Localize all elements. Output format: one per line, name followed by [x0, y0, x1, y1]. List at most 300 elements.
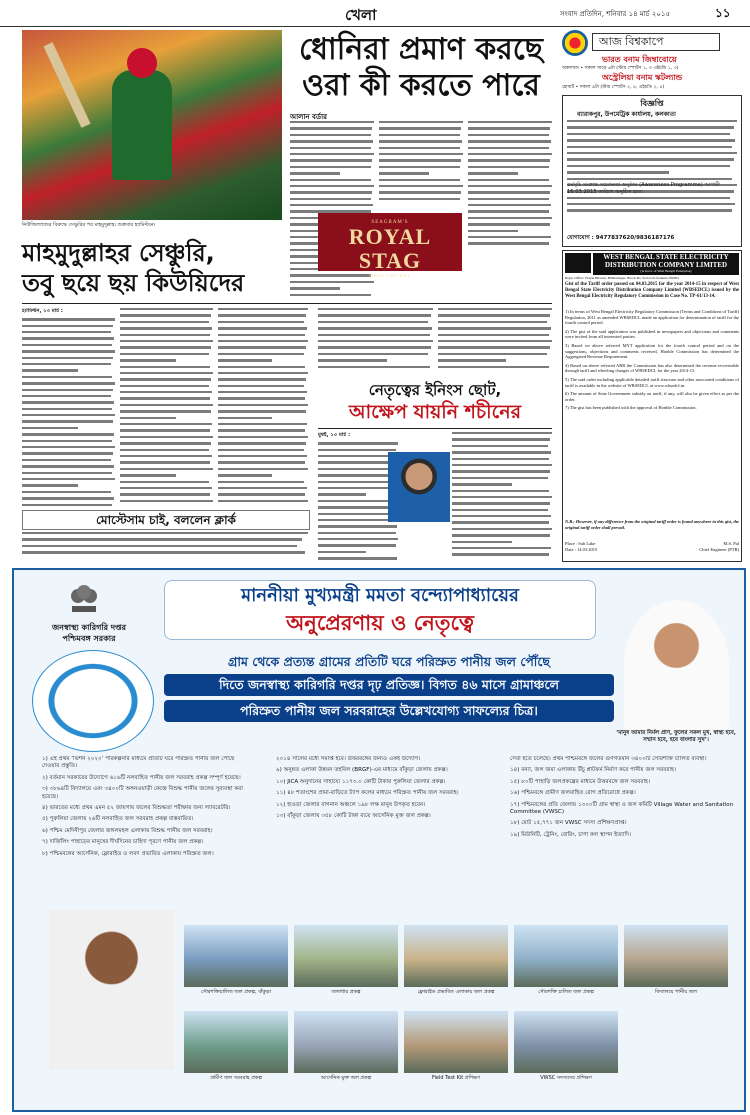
text-line — [120, 423, 212, 425]
text-line — [318, 557, 397, 559]
tariff-nb: N.B.: However, if any difference from the original tariff order is found anywhere in this gist, the original tariff order shall prevail. — [565, 519, 740, 530]
text-line — [318, 442, 398, 444]
text-line — [22, 318, 115, 320]
banner-line2: দিতে জনস্বাস্থ্য কারিগরি দপ্তর দৃঢ় প্রতিজ্ঞ। বিগত ৪৬ মাসে গ্রামাঞ্চলে — [164, 674, 614, 696]
achievement-point: ৬) পশ্চিম মেদিনীপুর জেলার জঙ্গলমহল এলাকায় বিশুদ্ধ পানীয় জল সরবরাহ। — [42, 827, 213, 834]
minister-photo — [49, 910, 174, 1070]
text-line — [218, 500, 308, 502]
gallery-caption: আর্সেনিক মুক্ত জল প্রকল্প — [320, 1075, 372, 1081]
text-line — [318, 455, 395, 457]
text-line — [452, 451, 551, 453]
lead-headline-line1: ধোনিরা প্রমাণ করছে — [299, 32, 543, 67]
text-line — [120, 481, 209, 483]
text-line — [218, 359, 272, 361]
sachin-photo — [388, 452, 450, 522]
text-line — [379, 166, 460, 168]
text-line — [120, 308, 213, 310]
gallery-photo — [404, 1011, 508, 1073]
text-line — [468, 172, 518, 174]
sachin-headline-line2: আক্ষেপ যায়নি শচীনের — [348, 401, 522, 423]
text-line — [218, 417, 272, 419]
scoreboard-title: আজ বিশ্বকাপে — [592, 33, 720, 51]
text-line — [22, 369, 78, 371]
text-line — [318, 500, 396, 502]
side-col-a — [318, 308, 433, 378]
gallery-photo — [294, 925, 398, 987]
text-line — [379, 185, 463, 187]
text-line — [438, 334, 549, 336]
text-line — [22, 446, 115, 448]
achievement-point: ১০) JICA অনুদানের সাহায্যে ১১৭৩.০ কোটি টাকার পুরুলিয়া জেলার প্রকল্প। — [276, 778, 446, 785]
achievement-point: ১৩) বাঁকুড়া জেলায় ৩৫৮ কোটি টাকা ব্যয়ে আর্সেনিক মুক্ত জল প্রকল্প। — [276, 813, 431, 820]
text-line — [379, 179, 460, 181]
page-header — [0, 0, 750, 27]
text-line — [120, 436, 213, 438]
dept-name — [34, 622, 144, 644]
text-line — [452, 464, 552, 466]
text-line — [22, 344, 112, 346]
text-line — [452, 458, 549, 460]
dateline: হ্যামিল্টন, ১৩ মার্চ : — [22, 308, 63, 314]
text-line — [452, 547, 551, 549]
text-line — [290, 191, 372, 193]
text-line — [468, 198, 549, 200]
text-line — [438, 314, 550, 316]
text-line — [120, 321, 209, 323]
text-line — [218, 353, 304, 355]
text-line — [22, 408, 112, 410]
match1-venue: অকল্যান্ড • সকাল সাড়ে ৬টা (স্টার স্পোর্টস ১, ৩ এইচডি ১, ৩) — [562, 66, 679, 71]
achievement-point: ১২) হাওড়া জেলার বাগনান অঞ্চলে ১৯৮ লক্ষ মানুষ উপকৃত হবেন। — [276, 801, 426, 808]
text-line — [318, 474, 398, 476]
text-line — [452, 521, 549, 523]
text-line — [22, 389, 113, 391]
text-line — [379, 172, 429, 174]
text-line — [452, 541, 512, 543]
achievement-point: ৪) ভারতের মধ্যে প্রথম এমন ৫২ জায়গায় জলের বিশুদ্ধতা পরীক্ষার জন্য ল্যাবরেটরি। — [42, 805, 231, 812]
text-line — [468, 242, 549, 244]
cm-quote: ‘মানুষ আমার নির্মল প্রাণ, ফুলের সকল মুখ, স্বাস্থ্য হবে, সম্মান হবে, হবে বাংলার সুখ’। — [616, 730, 736, 743]
achievement-point: ১৮) মোট ১৫,৭৭১ জন VWSC সদস্য প্রশিক্ষণপ্রাপ্ত। — [510, 820, 627, 827]
text-line — [218, 340, 308, 342]
text-line — [468, 179, 549, 181]
mahmudullah-col3 — [218, 308, 308, 508]
text-line — [438, 353, 547, 355]
text-line — [318, 551, 366, 553]
gallery-photo — [624, 925, 728, 987]
text-line — [218, 308, 308, 310]
text-line — [120, 410, 211, 412]
achievement-point: ২) বর্তমান সরকারের উদ্যোগে ৬১৬টি নলবাহিত পানীয় জল সরবরাহ প্রকল্প সম্পূর্ণ হয়েছে। — [42, 774, 241, 781]
text-line — [218, 442, 306, 444]
text-line — [318, 532, 396, 534]
divider — [22, 303, 552, 304]
text-line — [452, 502, 550, 504]
gallery-photo — [404, 925, 508, 987]
mahmudullah-headline-line2: তবু ছয়ে ছয় কিউয়িদের — [22, 269, 245, 297]
tariff-point: 7) The gist has been published with the approval of Honble Commission. — [565, 405, 697, 411]
lead-headline-line2: ওরা কী করতে পারে — [302, 68, 540, 103]
text-line — [120, 404, 213, 406]
text-line — [468, 166, 549, 168]
tariff-points — [565, 309, 739, 414]
text-line — [22, 337, 114, 339]
text-line — [22, 420, 113, 422]
sachin-col1 — [318, 432, 398, 562]
gallery-photo — [294, 1011, 398, 1073]
text-line — [218, 378, 306, 380]
text-line — [567, 146, 732, 148]
text-line — [120, 487, 212, 489]
lead-body-col2 — [379, 121, 463, 209]
text-line — [22, 433, 114, 435]
text-line — [22, 504, 112, 506]
text-line — [290, 185, 374, 187]
tariff-point: 3) Based on above referred MYT application for the fourth control period and on the suggestions, objections and comments received, Honble Commission has determined the Aggregated Revenue Requirement. — [565, 342, 739, 360]
text-line — [438, 321, 547, 323]
text-line — [120, 327, 212, 329]
achievement-point: ১৫) ৮০টি পাহাড়ি জলপ্রকল্পের মাধ্যমে উত্তরবঙ্গে জল সরবরাহ। — [510, 778, 650, 785]
text-line — [22, 414, 115, 416]
text-line — [452, 438, 550, 440]
text-lines — [452, 432, 552, 556]
text-line — [379, 147, 460, 149]
clarke-story — [22, 532, 308, 562]
text-line — [22, 325, 113, 327]
tariff-point: 4) Based on above referred ARR the Commission has also determined the revenue recoverable through tariff and wheeling charges of WBSEDCL for the year 2014-15. — [565, 362, 739, 374]
text-line — [468, 191, 550, 193]
date: Date : 14.03.2015 — [565, 547, 598, 552]
text-line — [120, 449, 209, 451]
ad-tag: MEGA CRICKET — [369, 273, 411, 278]
notice-org: ব্যারাকপুর, উপমেট্রিক কার্যালয়, কলকাতা — [577, 111, 676, 118]
text-line — [567, 158, 734, 160]
text-lines — [120, 308, 213, 502]
text-line — [379, 191, 461, 193]
achievement-point: ১৯) মিউনিটি, ট্রেনিং, বোরিং, চাপা কল স্থাপন ইত্যাদি। — [510, 831, 632, 838]
place: Place : Salt Lake — [565, 541, 596, 546]
text-line — [290, 153, 374, 155]
govt-headline-line1: মাননীয়া মুখ্যমন্ত্রী মমতা বন্দ্যোপাধ্যায়ের — [241, 585, 519, 606]
text-line — [567, 165, 730, 167]
text-line — [120, 372, 213, 374]
gallery-photo — [514, 925, 618, 987]
sachin-dateline: মুম্বই, ১৩ মার্চ : — [318, 432, 351, 438]
lead-byline: আলান বর্ডার — [290, 113, 327, 121]
text-line — [22, 395, 111, 397]
text-line — [318, 334, 430, 336]
text-line — [318, 513, 396, 515]
text-line — [567, 203, 735, 205]
text-line — [468, 140, 551, 142]
text-line — [452, 445, 548, 447]
text-line — [120, 340, 213, 342]
text-line — [218, 461, 305, 463]
company-line1: WEST BENGAL STATE ELECTRICITY — [603, 253, 729, 261]
text-line — [468, 210, 549, 212]
gallery-caption: জলাধার প্রকল্প — [331, 989, 361, 995]
match2-venue: হোবার্ট • সকাল ৯টা (স্টার স্পোর্টস ২, ৪, এইচডি ২, ৪) — [562, 85, 665, 90]
govt-headline-line2: অনুপ্রেরণায় ও নেতৃত্বে — [286, 611, 474, 635]
text-line — [567, 197, 730, 199]
text-line — [120, 474, 176, 476]
text-line — [452, 483, 512, 485]
text-line — [290, 159, 372, 161]
gallery-caption: VWSC সদস্যদের প্রশিক্ষণ — [540, 1075, 592, 1081]
text-line — [318, 346, 431, 348]
text-line — [468, 204, 551, 206]
text-line — [218, 321, 304, 323]
designation: Chief Engineer (PTR) — [699, 547, 739, 552]
scheme-logo-icon — [32, 650, 154, 752]
text-line — [318, 493, 366, 495]
text-line — [468, 153, 552, 155]
achievement-point: ১) এই প্রথম ‘ভিশন ২০২০’ পরিকল্পনার মাধ্যমে প্রতিটি ঘরে পরিস্রুত পানীয় জল পৌঁছে দেওয়ার প্রস্তুতি। — [42, 756, 235, 770]
text-line — [120, 500, 213, 502]
achievement-point: ৩) ৩৮৬৪টি বিদ্যালয়ে এবং ৩৪০০টি অঙ্গনওয়াড়ী কেন্দ্রে বিশুদ্ধ পানীয় জলের সুব্যবস্থা করা হয়েছে। — [42, 786, 243, 800]
ad-brand-small: SEAGRAM'S — [371, 220, 409, 225]
text-line — [567, 209, 732, 211]
text-line — [120, 493, 210, 495]
mahmudullah-headline — [22, 238, 312, 298]
text-line — [22, 484, 78, 486]
text-line — [468, 217, 552, 219]
player-figure — [112, 70, 172, 180]
text-line — [218, 404, 308, 406]
text-line — [438, 366, 549, 368]
text-line — [438, 308, 552, 310]
text-line — [567, 152, 737, 154]
company-line2: DISTRIBUTION COMPANY LIMITED — [604, 261, 728, 269]
text-line — [22, 452, 113, 454]
text-line — [290, 134, 371, 136]
text-line — [120, 391, 212, 393]
text-line — [318, 340, 433, 342]
text-line — [567, 126, 734, 128]
text-line — [468, 223, 550, 225]
text-line — [218, 327, 307, 329]
text-line — [452, 490, 549, 492]
banner-line3: পরিস্রুত পানীয় জল সরবরাহের উল্লেখযোগ্য সাফল্যের চিত্র। — [164, 700, 614, 722]
notice-body-lines — [567, 120, 737, 220]
text-line — [218, 436, 308, 438]
signatory-block — [673, 541, 739, 553]
text-line — [468, 230, 518, 232]
gallery-caption: বিদ্যালয়ে পানীয় জল — [654, 989, 697, 995]
text-line — [452, 553, 549, 555]
text-line — [318, 308, 433, 310]
text-line — [379, 159, 461, 161]
text-line — [318, 487, 395, 489]
text-line — [318, 481, 396, 483]
text-line — [120, 461, 210, 463]
notice-contact: যোগাযোগ : 9477837620/9836187176 — [567, 235, 675, 241]
mahmudullah-col1 — [22, 308, 115, 508]
gallery-photo — [184, 1011, 288, 1073]
text-line — [218, 366, 305, 368]
text-line — [218, 391, 307, 393]
text-line — [218, 468, 308, 470]
text-line — [318, 544, 396, 546]
notice-body: কর্মসূচি সংক্রান্ত সচেতনতা অনুষ্ঠান (Awareness Programme) আগামী 16.03.2015 তারিখে অনুষ্ঠিত হবে। — [567, 182, 720, 195]
text-line — [452, 470, 550, 472]
text-line — [120, 429, 210, 431]
text-line — [452, 528, 552, 530]
text-line — [379, 153, 463, 155]
text-line — [290, 179, 371, 181]
scoreboard — [562, 30, 740, 90]
text-line — [218, 423, 307, 425]
text-line — [318, 366, 430, 368]
text-line — [379, 121, 463, 123]
text-line — [120, 359, 176, 361]
tariff-point: 5) The said order including applicable detailed tariff structure and other associated conditions of tariff is available in the website of WBSEDCL at www.wbsedcl.in. — [565, 376, 739, 388]
bat-shape — [43, 42, 90, 128]
text-lines — [22, 532, 308, 554]
company-sub: (A Govt. of West Bengal Enterprise) — [640, 269, 692, 273]
cm-photo — [624, 600, 729, 730]
text-line — [290, 198, 371, 200]
points-col3 — [510, 756, 735, 916]
text-line — [438, 359, 506, 361]
text-line — [22, 440, 112, 442]
text-line — [452, 496, 552, 498]
text-line — [218, 455, 307, 457]
signatory: M.S. Pal — [723, 541, 739, 546]
clarke-quote: মোস্টেসাম চাই, বললেন ক্লার্ক — [96, 513, 236, 527]
text-lines — [468, 121, 552, 245]
lead-body-col3 — [468, 121, 552, 249]
section-title: খেলা — [345, 6, 377, 24]
wbsedcl-banner — [593, 253, 739, 275]
ashoka-emblem-icon — [64, 578, 104, 618]
text-line — [22, 427, 78, 429]
text-line — [468, 121, 552, 123]
text-line — [22, 538, 302, 540]
text-line — [468, 236, 551, 238]
text-line — [452, 432, 552, 434]
text-line — [468, 185, 552, 187]
achievement-point: ১৭) পশ্চিমবঙ্গের প্রতি জেলায় ১৩০০টি গ্রাম স্বাস্থ্য ও জল কমিটি Village Water and Sanitation Committee (VWSC) — [510, 801, 734, 816]
text-line — [22, 357, 113, 359]
text-line — [318, 353, 428, 355]
text-line — [567, 178, 732, 180]
achievement-point: ১৪) বন্যা, জল জমা এলাকায় উঁচু প্লাটফর্ম নির্মাণ করে পানীয় জল সরবরাহ। — [510, 767, 676, 774]
text-line — [22, 545, 297, 547]
text-line — [318, 525, 397, 527]
text-line — [290, 204, 373, 206]
place-date — [565, 541, 597, 553]
text-line — [218, 481, 304, 483]
text-line — [218, 397, 305, 399]
text-line — [290, 127, 372, 129]
gallery-caption: সৌরশক্তিচালিত জল প্রকল্প, বাঁকুড়া — [201, 989, 271, 995]
text-line — [438, 340, 552, 342]
text-line — [22, 382, 115, 384]
achievement-point: ৭) দার্জিলিং পাহাড়ের মানুষের দীর্ঘদিনের চাহিদা পূরণে পানীয় জল প্রকল্প। — [42, 839, 204, 846]
text-line — [120, 353, 209, 355]
text-line — [218, 314, 306, 316]
match2: অস্ট্রেলিয়া বনাম স্কটল্যান্ড — [602, 73, 683, 82]
text-line — [318, 461, 397, 463]
text-line — [218, 429, 305, 431]
match1: ভারত বনাম জিম্বাবোয়ে — [602, 55, 677, 64]
text-lines — [218, 308, 308, 502]
tariff-point: 2) The gist of the said application was published in newspapers and objections and comments were invited from all interested parties. — [565, 328, 739, 340]
barrackpore-notice — [562, 95, 742, 247]
points-col1 — [42, 756, 250, 911]
text-line — [22, 376, 112, 378]
text-line — [120, 334, 210, 336]
sachin-headline-line1: নেতৃত্বের ইনিংস ছোট, — [368, 381, 502, 399]
points-col2 — [276, 756, 486, 916]
text-line — [567, 133, 730, 135]
govt-water-ad[interactable] — [12, 568, 746, 1112]
achievement-point: ৫) পুরুলিয়া জেলায় ২৬টি নলবাহিত জল সরবরাহ প্রকল্প বাস্তবায়িত। — [42, 816, 194, 823]
text-line — [438, 327, 551, 329]
mahmudullah-headline-line1: মাহমুদুল্লাহর সেঞ্চুরি, — [22, 239, 215, 267]
side-col-b — [438, 308, 552, 378]
text-line — [120, 378, 211, 380]
achievement-point: ৯) অনুন্নত এলাকা উন্নয়ন তহবিল (BRGF)-এর মাধ্যমে বাঁকুড়া জেলায় প্রকল্প। — [276, 767, 448, 774]
wbsedcl-logo-icon — [565, 253, 591, 273]
company-address: Regd. Office: Vidyut Bhavan, Bidhannagar, Block-DJ, Sector-II, Kolkata-700091 — [565, 276, 680, 280]
achievement-point: ১১) ৪৮ শতাংশের প্রামা-বাড়িতে ট্যাপ কলের মাধ্যমে পরিস্রুত পানীয় জল সরবরাহ। — [276, 790, 459, 797]
gallery-caption: Field Test Kit প্রশিক্ষণ — [432, 1075, 480, 1081]
ad-brand: ROYAL STAG — [348, 224, 432, 273]
text-line — [22, 350, 115, 352]
text-line — [218, 474, 272, 476]
text-line — [379, 140, 462, 142]
text-line — [22, 401, 114, 403]
text-line — [22, 478, 115, 480]
text-line — [120, 366, 210, 368]
text-line — [218, 334, 305, 336]
gallery-caption: সৌরশক্তি চালিত জল প্রকল্প — [538, 989, 594, 995]
text-line — [218, 410, 306, 412]
text-line — [379, 134, 460, 136]
text-line — [22, 459, 111, 461]
gallery-photo — [184, 925, 288, 987]
royal-stag-ad[interactable] — [318, 213, 462, 278]
tariff-intro: Gist of the Tariff order passed on 04.03.2015 for the year 2014-15 in respect of West Bengal State Electricity Distribution Company Limited (WBSEDCL) issued by the West Bengal Electricity Regulatory Commission in Case No. TP-61/13-14. — [565, 282, 739, 299]
text-line — [468, 159, 550, 161]
text-line — [22, 331, 111, 333]
dept-line1: জনস্বাস্থ্য কারিগরি দপ্তর — [51, 623, 127, 632]
text-line — [438, 346, 550, 348]
govt-headline-box — [164, 580, 596, 640]
text-line — [22, 532, 308, 534]
text-lines — [318, 308, 433, 368]
dept-line2: পশ্চিমবঙ্গ সরকার — [62, 634, 116, 643]
text-line — [120, 314, 211, 316]
photo-caption: নিউজিল্যান্ডের বিরুদ্ধে সেঞ্চুরির পর মাহমুদুল্লাহ। শুক্রবার হ্যামিল্টনে। — [22, 222, 156, 228]
gallery-caption: ফ্লোরাইড প্রভাবিত এলাকায় জল প্রকল্প — [417, 989, 495, 995]
sachin-headline — [318, 380, 552, 424]
text-line — [290, 172, 340, 174]
text-line — [318, 321, 428, 323]
text-line — [120, 455, 212, 457]
text-line — [120, 397, 210, 399]
text-line — [290, 140, 373, 142]
text-lines — [567, 120, 737, 212]
text-line — [22, 472, 112, 474]
text-line — [290, 166, 371, 168]
mahmudullah-col2 — [120, 308, 213, 508]
text-lines — [379, 121, 463, 200]
text-line — [379, 198, 460, 200]
achievement-point: সেবা হতে চলেছে। প্রথম পশ্চিমবঙ্গে জলের গুণগতমান ৩৪০০টি সৌরশক্তি চালিত ব্যবস্থা। — [510, 756, 707, 762]
